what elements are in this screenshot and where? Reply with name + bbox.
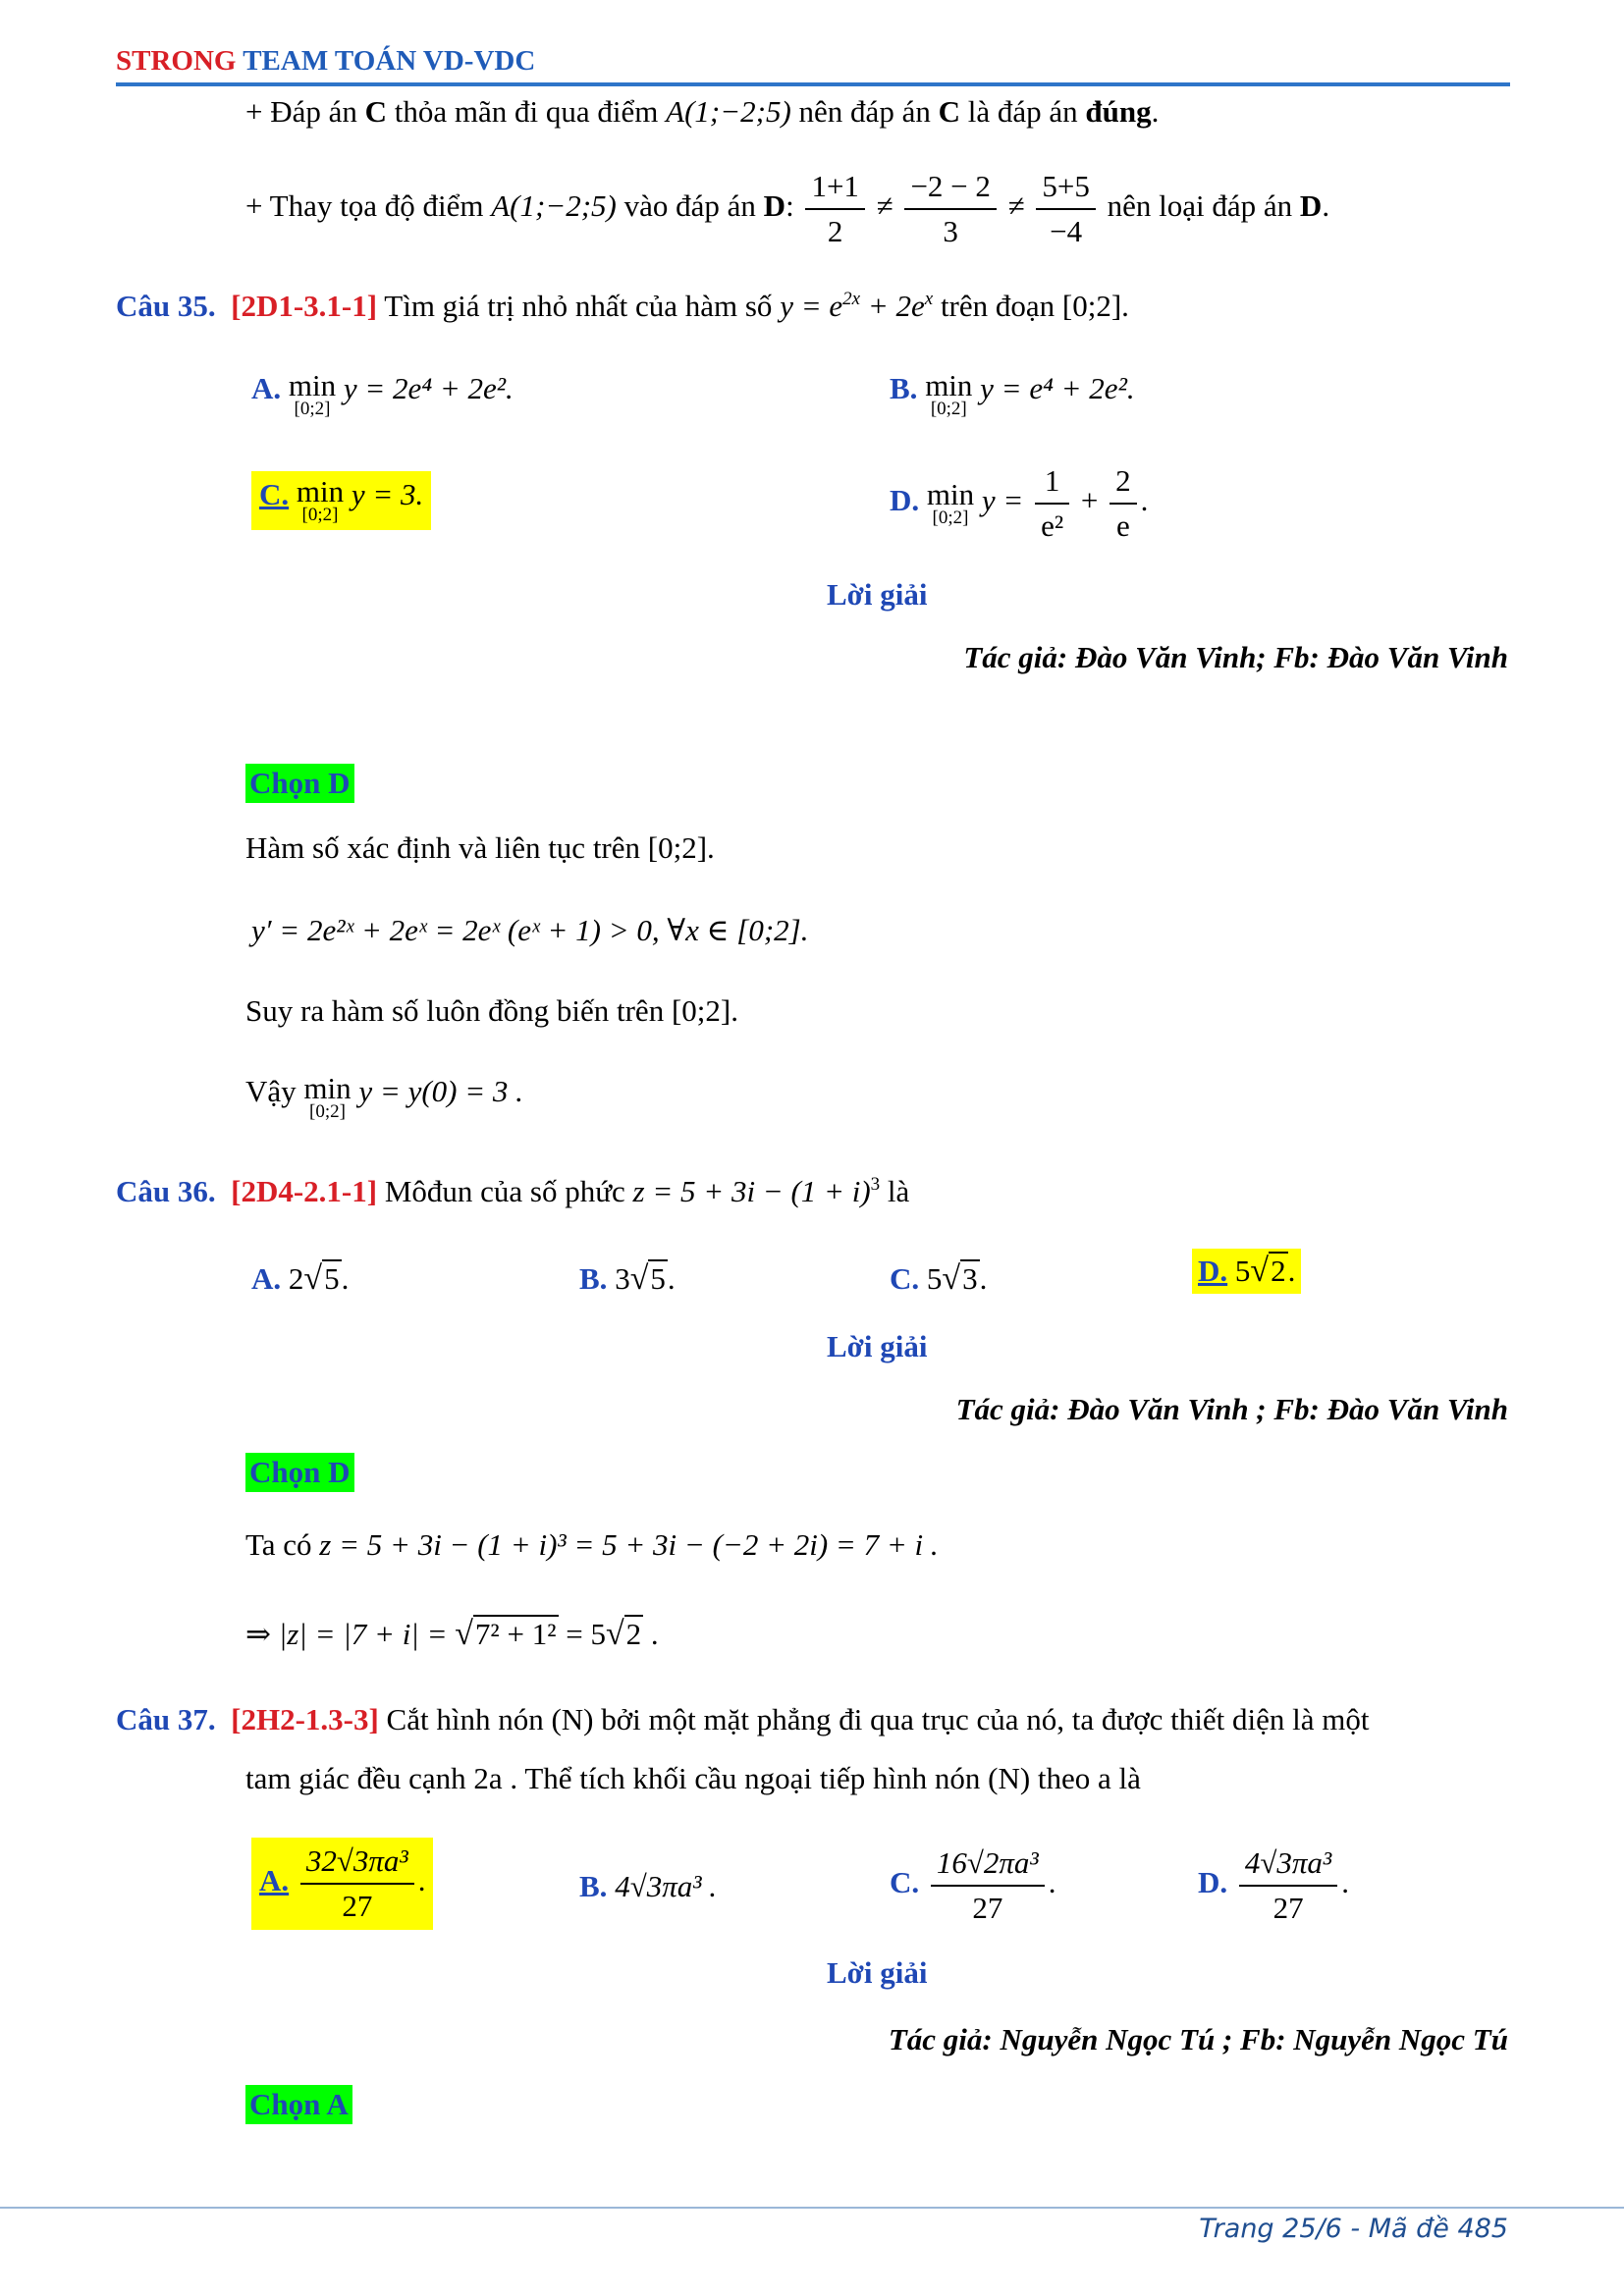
question-37: Câu 37. [2H2-1.3-3] Cắt hình nón (N) bởi một mặt phẳng đi qua trục của nó, ta được thiết diện là một bbox=[116, 1702, 1370, 1736]
option-b[interactable]: B. min [0;2] y = e⁴ + 2e². bbox=[890, 368, 1135, 419]
answer-c-line: + Đáp án C thỏa mãn đi qua điểm A(1;−2;5) nên đáp án C là đáp án đúng. bbox=[245, 94, 1160, 129]
solution-title: Lời giải bbox=[827, 577, 928, 612]
page-footer: Trang 25/6 - Mã đề 485 bbox=[1199, 2214, 1508, 2244]
option-a-correct[interactable]: A. $\frac{\text{32√3πa³}}{27}$ . bbox=[251, 1838, 433, 1930]
question-36: Câu 36. [2D4-2.1-1] Môđun của số phức $z = 5 + 3i - (1 + i)^3$ là bbox=[116, 1174, 910, 1208]
question-tag: [2H2-1.3-3] bbox=[231, 1702, 379, 1736]
option-c-correct[interactable]: C. min [0;2] y = 3. bbox=[251, 471, 431, 530]
question-tag: [2D4-2.1-1] bbox=[231, 1174, 378, 1208]
solution-title: Lời giải bbox=[827, 1329, 928, 1363]
header-team: TEAM TOÁN VD-VDC bbox=[243, 45, 536, 77]
option-b[interactable]: B. 3√5. bbox=[579, 1260, 676, 1297]
header-rule bbox=[116, 82, 1510, 86]
question-number: Câu 35. bbox=[116, 289, 216, 323]
question-37-line2: tam giác đều cạnh 2a . Thể tích khối cầu ngoại tiếp hình nón (N) theo a là bbox=[245, 1761, 1141, 1795]
option-c[interactable]: C. 5√3. bbox=[890, 1260, 988, 1297]
question-number: Câu 37. bbox=[116, 1702, 216, 1736]
option-d[interactable]: D. min [0;2] y = $\frac{1}{\text{e²}}$ + $\frac{2}{e}$ . bbox=[890, 459, 1148, 548]
fraction-1: $\frac{1+1}{2}$ bbox=[805, 165, 864, 253]
option-c[interactable]: C. $\frac{\text{16√2πa³}}{27}$ . bbox=[890, 1842, 1056, 1930]
answer-d-line: + Thay tọa độ điểm A(1;−2;5) vào đáp án D: $\frac{1+1}{2}$ ≠ $\frac{-2 - 2}{3}$ ≠ $\frac{5+5}{-4}$ nên loại đáp án D. bbox=[245, 165, 1329, 253]
solution-step: Vậy min [0;2] y = y(0) = 3 . bbox=[245, 1071, 523, 1122]
header-strong: STRONG bbox=[116, 45, 244, 77]
option-a[interactable]: A. min [0;2] y = 2e⁴ + 2e². bbox=[251, 368, 514, 419]
author-line: Tác giả: Đào Văn Vinh; Fb: Đào Văn Vinh bbox=[963, 640, 1508, 674]
option-d[interactable]: D. $\frac{\text{4√3πa³}}{27}$ . bbox=[1198, 1842, 1349, 1930]
question-35: Câu 35. [2D1-3.1-1] Tìm giá trị nhỏ nhất của hàm số $y = e^{2x} + 2e^x$ trên đoạn [0;2]. bbox=[116, 289, 1129, 323]
choose-answer: Chọn D bbox=[245, 764, 354, 803]
choose-answer: Chọn D bbox=[245, 1453, 354, 1492]
solution-title: Lời giải bbox=[827, 1955, 928, 1990]
option-d-correct[interactable]: D. 5√2. bbox=[1192, 1249, 1301, 1294]
question-tag: [2D1-3.1-1] bbox=[231, 289, 378, 323]
fraction-3: $\frac{5+5}{-4}$ bbox=[1036, 165, 1095, 253]
author-line: Tác giả: Nguyễn Ngọc Tú ; Fb: Nguyễn Ngọc Tú bbox=[888, 2022, 1508, 2056]
option-a[interactable]: A. 2√5. bbox=[251, 1260, 350, 1297]
author-line: Tác giả: Đào Văn Vinh ; Fb: Đào Văn Vinh bbox=[955, 1392, 1508, 1426]
option-b[interactable]: B. 4√3πa³ . bbox=[579, 1869, 718, 1903]
solution-step: Suy ra hàm số luôn đồng biến trên [0;2]. bbox=[245, 993, 738, 1028]
solution-step: ⇒ |z| = |7 + i| = √7² + 1² = 5√2 . bbox=[245, 1616, 659, 1652]
solution-step: y′ = 2e²ˣ + 2eˣ = 2eˣ (eˣ + 1) > 0, ∀x ∈ [0;2]. bbox=[251, 913, 809, 947]
question-number: Câu 36. bbox=[116, 1174, 216, 1208]
fraction-2: $\frac{-2 - 2}{3}$ bbox=[904, 165, 996, 253]
choose-answer: Chọn A bbox=[245, 2085, 352, 2124]
solution-step: Ta có z = 5 + 3i − (1 + i)³ = 5 + 3i − (−2 + 2i) = 7 + i . bbox=[245, 1527, 939, 1562]
footer-rule bbox=[0, 2207, 1624, 2209]
solution-step: Hàm số xác định và liên tục trên [0;2]. bbox=[245, 830, 715, 865]
page-header bbox=[116, 45, 535, 78]
